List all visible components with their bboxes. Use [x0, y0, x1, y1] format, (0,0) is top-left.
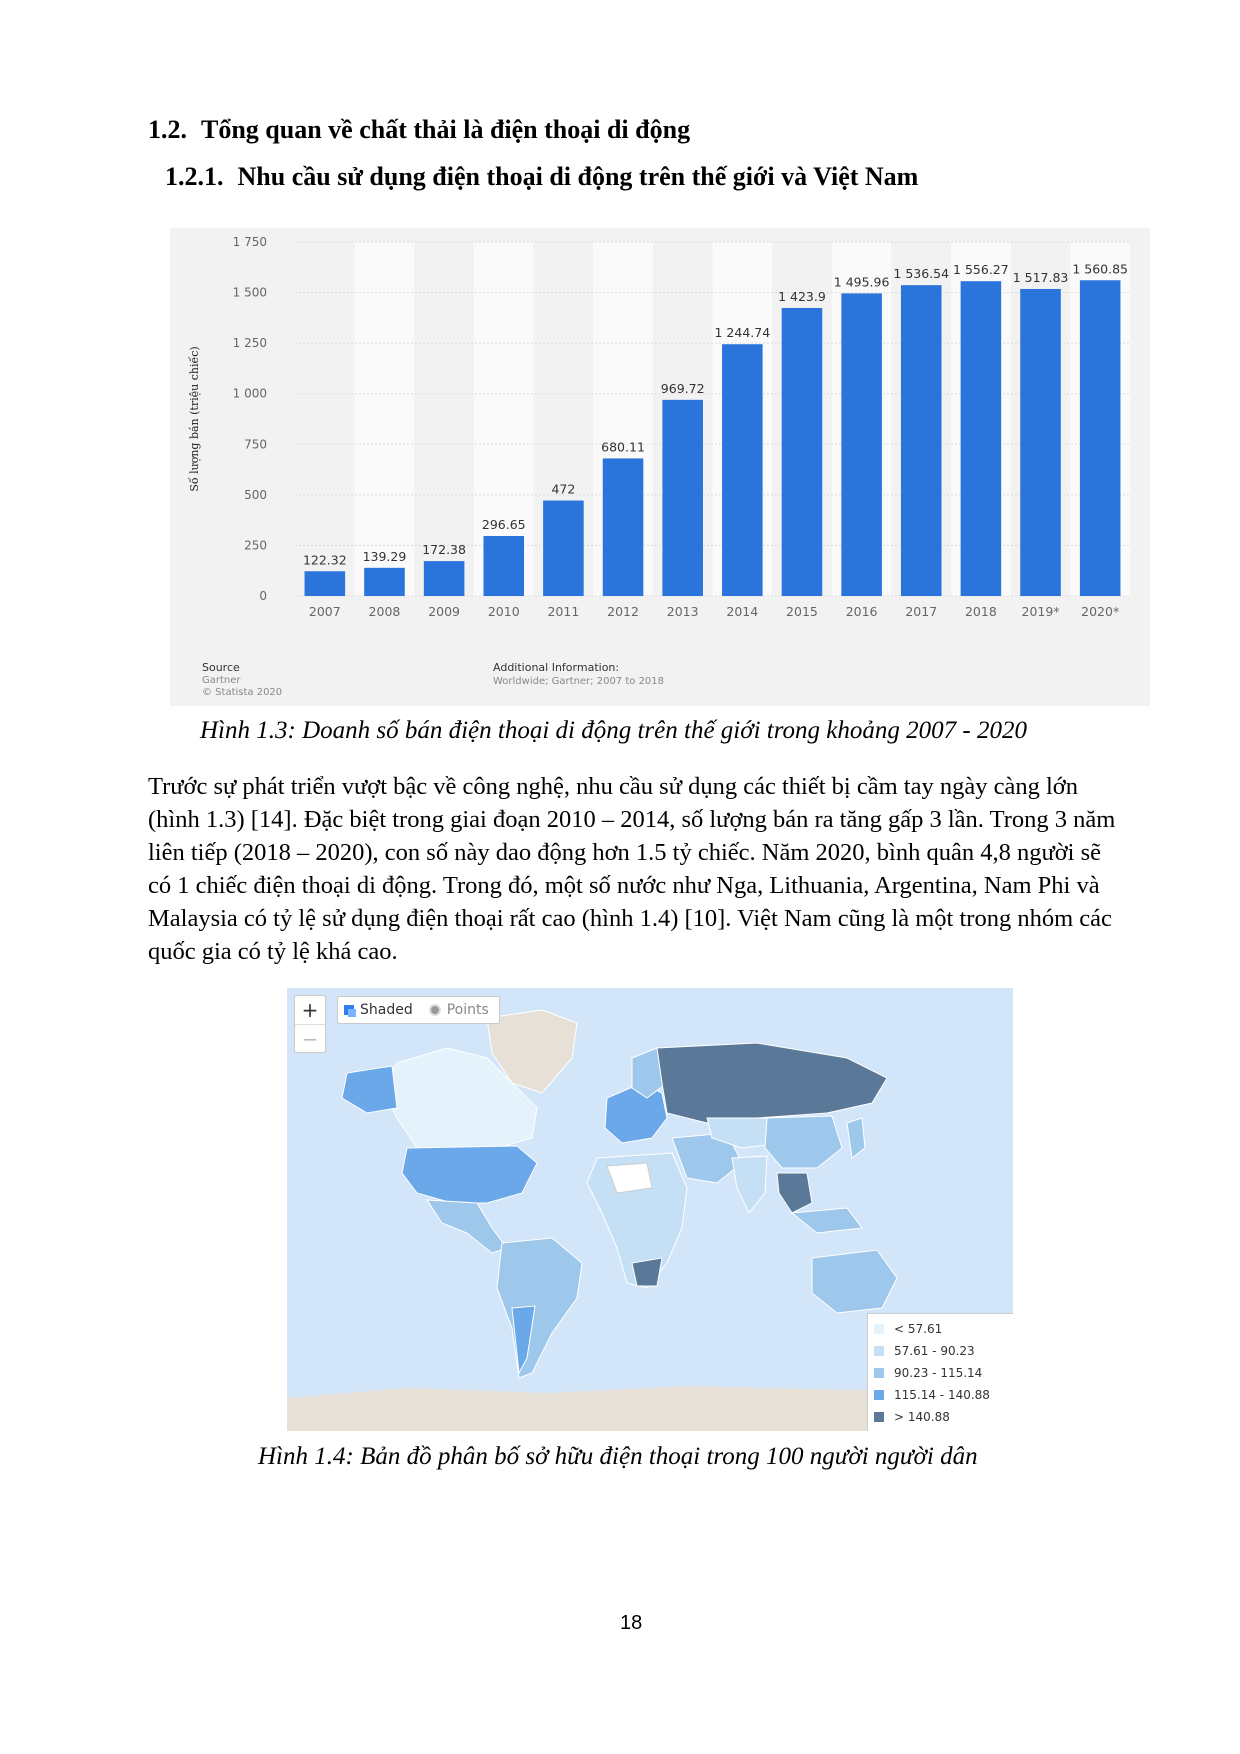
- data-label: 139.29: [362, 548, 407, 564]
- x-tick-label: 2012: [607, 604, 639, 619]
- source-name: Gartner: [202, 675, 241, 686]
- zoom-control: [294, 995, 326, 1053]
- legend-swatch: [874, 1412, 884, 1422]
- bar: [305, 571, 346, 596]
- x-tick-label: 2008: [368, 604, 401, 619]
- y-tick-label: 250: [244, 538, 267, 553]
- legend-swatch: [874, 1390, 884, 1400]
- x-tick-label: 2020*: [1081, 604, 1120, 619]
- data-label: 122.32: [302, 552, 347, 568]
- subsection-number: 1.2.1.: [165, 162, 224, 191]
- legend-label: 90.23 - 115.14: [894, 1366, 983, 1380]
- x-tick-label: 2011: [547, 604, 580, 619]
- zoom-out-button[interactable]: −: [295, 1024, 325, 1053]
- data-label: 1 517.83: [1012, 269, 1069, 285]
- x-tick-label: 2016: [845, 604, 878, 619]
- y-tick-label: 1 250: [232, 336, 267, 351]
- column-band: [355, 242, 415, 596]
- legend-row: [874, 1340, 1010, 1362]
- legend-swatch: [874, 1346, 884, 1356]
- bar: [483, 536, 524, 596]
- data-label: 1 423.9: [778, 288, 826, 304]
- points-option[interactable]: [423, 1002, 499, 1018]
- source-title: Source: [202, 661, 240, 674]
- data-label: 1 495.96: [833, 274, 890, 290]
- map-legend: [867, 1313, 1013, 1431]
- data-label: 680.11: [601, 439, 645, 455]
- sales-bar-chart-figure: [170, 228, 1150, 706]
- y-tick-label: 1 500: [232, 285, 267, 300]
- x-tick-label: 2010: [487, 604, 520, 619]
- legend-label: > 140.88: [894, 1410, 950, 1424]
- bar: [901, 285, 942, 596]
- data-label: 1 560.85: [1072, 261, 1129, 277]
- body-paragraph: Trước sự phát triển vượt bậc về công nghệ, nhu cầu sử dụng các thiết bị cầm tay ngày càng lớn (hình 1.3) [14]. Đặc biệt trong giai đoạn 2010 – 2014, số lượng bán ra tăng gấp 3 lần. Trong 3 năm liên tiếp (2018 – 2020), con số này dao động hơn 1.5 tỷ chiếc. Năm 2020, bình quân 4,8 người sẽ có 1 chiếc điện thoại di động. Trong đó, một số nước như Nga, Lithuania, Argentina, Nam Phi và Malaysia có tỷ lệ sử dụng điện thoại rất cao (hình 1.4) [10]. Việt Nam cũng là một trong nhóm các quốc gia có tỷ lệ khá cao.: [148, 773, 1116, 965]
- data-label: 296.65: [481, 516, 526, 532]
- data-label: 1 556.27: [953, 262, 1009, 278]
- bar: [364, 568, 405, 596]
- legend-swatch: [874, 1368, 884, 1378]
- shaded-option[interactable]: [338, 1002, 423, 1018]
- figure-2-caption: Hình 1.4: Bản đồ phân bố sở hữu điện thoại trong 100 người người dân: [258, 1443, 978, 1470]
- source-copyright: © Statista 2020: [202, 687, 283, 698]
- section-number: 1.2.: [148, 115, 187, 144]
- legend-row: [874, 1318, 1010, 1340]
- bar: [543, 501, 584, 596]
- y-tick-label: 1 750: [232, 235, 267, 249]
- x-tick-label: 2014: [726, 604, 759, 619]
- section-title: Tổng quan về chất thải là điện thoại di động: [201, 115, 691, 144]
- bar: [841, 293, 882, 596]
- sales-bar-chart: [170, 228, 1150, 706]
- legend-label: 57.61 - 90.23: [894, 1344, 975, 1358]
- legend-label: < 57.61: [894, 1322, 943, 1336]
- zoom-in-button[interactable]: +: [301, 998, 319, 1022]
- bar: [722, 344, 763, 596]
- figure-1-caption: Hình 1.3: Doanh số bán điện thoại di động trên thế giới trong khoảng 2007 - 2020: [200, 717, 1027, 744]
- y-tick-label: 1 000: [232, 386, 267, 401]
- bar: [782, 308, 823, 596]
- x-tick-label: 2018: [964, 604, 997, 619]
- points-icon: [429, 1004, 441, 1016]
- info-title: Additional Information:: [493, 661, 620, 674]
- x-tick-label: 2015: [786, 604, 818, 619]
- legend-row: [874, 1362, 1010, 1384]
- shaded-icon: [344, 1005, 354, 1015]
- bar: [961, 281, 1002, 596]
- page-number: 18: [620, 1612, 643, 1634]
- legend-label: 115.14 - 140.88: [894, 1388, 990, 1402]
- x-tick-label: 2013: [666, 604, 699, 619]
- info-text: Worldwide; Gartner; 2007 to 2018: [493, 676, 665, 687]
- y-axis-label: Số lượng bán (triệu chiếc): [188, 346, 201, 492]
- bar: [603, 458, 644, 596]
- data-label: 1 244.74: [714, 325, 771, 341]
- legend-swatch: [874, 1324, 884, 1334]
- phone-ownership-map: [287, 988, 1013, 1431]
- points-label: Points: [446, 1002, 489, 1018]
- data-label: 472: [551, 481, 576, 497]
- bar: [1080, 280, 1121, 596]
- y-tick-label: 750: [244, 437, 267, 452]
- x-tick-label: 2017: [905, 604, 938, 619]
- bar: [424, 561, 465, 596]
- x-tick-label: 2019*: [1021, 604, 1060, 619]
- legend-row: [874, 1384, 1010, 1406]
- display-mode-toggle: [337, 996, 500, 1024]
- legend-row: [874, 1406, 1010, 1428]
- x-tick-label: 2007: [308, 604, 341, 619]
- y-tick-label: 500: [244, 487, 267, 502]
- bar: [1020, 289, 1061, 596]
- section-heading: [148, 115, 690, 145]
- x-tick-label: 2009: [428, 604, 461, 619]
- shaded-label: Shaded: [360, 1002, 413, 1018]
- y-tick-label: 0: [259, 589, 267, 603]
- data-label: 1 536.54: [893, 266, 950, 282]
- data-label: 172.38: [422, 542, 466, 558]
- bar: [662, 400, 703, 596]
- subsection-heading: [165, 162, 918, 192]
- data-label: 969.72: [660, 380, 705, 396]
- subsection-title: Nhu cầu sử dụng điện thoại di động trên thế giới và Việt Nam: [237, 162, 919, 191]
